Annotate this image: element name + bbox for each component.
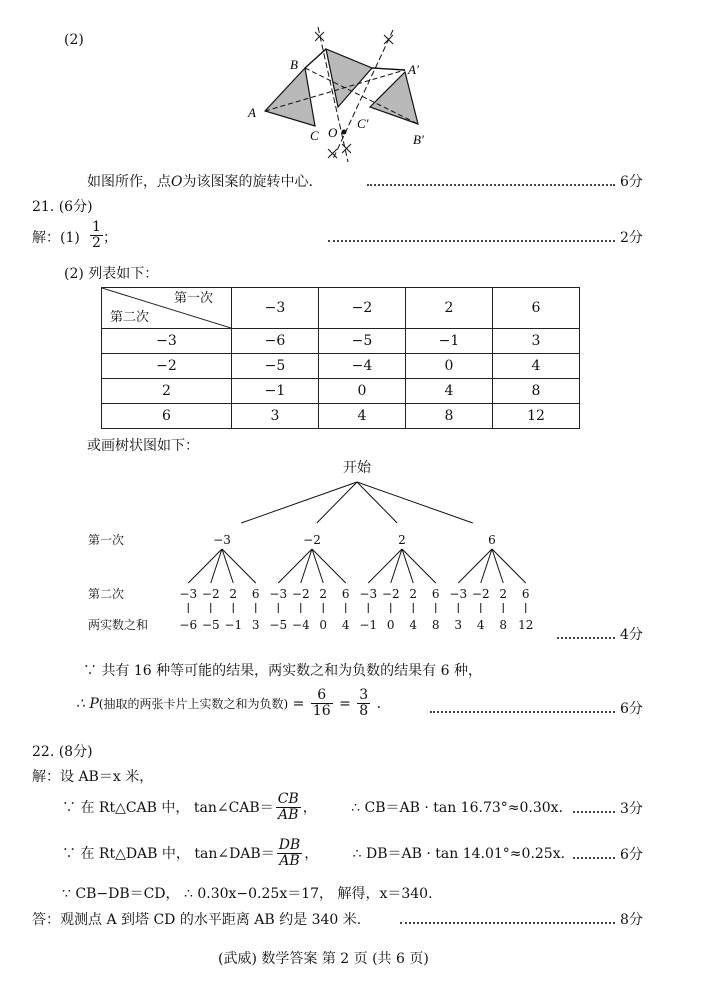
tree-intro: 或画树状图如下： [87,438,199,454]
equals: = [339,695,351,712]
sum-table [101,287,580,429]
fraction-6-16: $\frac{6}{16}$ [312,687,331,720]
probability-p: ∴ P [76,695,99,712]
tree-branch-first [317,482,357,523]
table-cell: −5 [232,354,319,379]
tree-second-node: 2 [409,587,418,601]
tree-sum-node: 4 [476,618,485,632]
score: 6分 [620,701,643,717]
corner-cell [102,288,232,329]
comma: ， [302,799,317,816]
equation-text: ∵ 在 Rt△CAB 中， tan∠CAB＝ [62,799,274,816]
equals: = [292,695,305,712]
final-answer: 答：观测点 A 到塔 CD 的水平距离 AB 约是 340 米. [32,912,362,928]
table-row [102,404,580,429]
tree-sum-node: 8 [499,618,508,632]
table-cell: −6 [232,329,319,354]
tree-sum-node: −5 [201,618,220,632]
tree-sum-label: 两实数之和 [88,618,149,632]
row-header: 6 [102,404,232,429]
table-cell: 12 [493,404,580,429]
label-b-prime: B' [413,132,424,147]
label-a: A [248,105,256,120]
table-cell: −1 [406,329,493,354]
tree-sum-node: −5 [269,618,288,632]
tree-branch-second [458,549,492,583]
part-label: (2) [64,32,84,48]
row-header: −2 [102,354,232,379]
fraction-one-half: $\frac{1}{2}$ [92,219,101,252]
score: 2分 [620,230,643,246]
table-cell: 3 [232,404,319,429]
table-cell: 0 [406,354,493,379]
equation-line-1 [62,792,563,824]
question-22-header: 22. (8分) [32,744,93,760]
table-cell: 8 [493,379,580,404]
tree-second-node: −2 [381,587,400,601]
tree-sum-node: 3 [454,618,463,632]
tree-second-node: 2 [319,587,328,601]
equation-result: ∴ DB＝AB · tan 14.01°≈0.25x. [352,845,566,862]
tree-second-node: −3 [269,587,288,601]
table-row [102,354,580,379]
tree-branch-second [402,549,436,583]
tree-branch-second [368,549,402,583]
tree-second-node: −2 [291,587,310,601]
rotation-note: 如图所作，点O为该图案的旋转中心. [87,174,313,190]
score-leader [573,811,615,813]
tree-second-node: 2 [499,587,508,601]
table-cell: 0 [319,379,406,404]
solve-line: 解：设 AB＝x 米， [32,769,154,785]
table-cell: 4 [406,379,493,404]
fraction-cb-ab: $\frac{CB}{AB}$ [277,791,299,824]
tree-second-node: −3 [179,587,198,601]
fraction-3-8: $\frac{3}{8}$ [359,687,369,720]
table-cell: 3 [493,329,580,354]
column-header: 2 [406,288,493,329]
tree-branch-second [312,549,346,583]
score: 4分 [620,627,643,643]
tree-second-node: 6 [341,587,350,601]
equation-text: ∵ 在 Rt△DAB 中， tan∠DAB＝ [62,845,275,862]
table-cell: −4 [319,354,406,379]
score-leader [367,184,615,186]
answer-prefix: 解：(1) [32,230,80,246]
tree-sum-node: 8 [431,618,440,632]
score: 3分 [620,801,643,817]
tree-sum-node: 3 [251,618,260,632]
tree-branch-first [357,482,473,523]
table-cell: 4 [319,404,406,429]
tree-second-node: 6 [431,587,440,601]
score-leader [328,240,615,242]
period: . [376,695,382,712]
label-o: O [328,125,338,140]
tree-sum-node: 0 [386,618,395,632]
score-leader [400,922,615,924]
corner-top-label: 第一次 [174,291,214,306]
probability-line [76,688,381,720]
corner-bottom-label: 第二次 [110,310,150,325]
tree-sum-node: −1 [359,618,378,632]
tree-first-node: −2 [303,533,321,547]
tree-branch-second [188,549,222,583]
score-leader [430,711,615,713]
tree-diagram [0,455,710,643]
tree-sum-node: −1 [224,618,243,632]
row-header: 2 [102,379,232,404]
tree-second-node: 2 [229,587,238,601]
tree-second-node: 6 [251,587,260,601]
row-header: −3 [102,329,232,354]
column-header: −2 [319,288,406,329]
equation-line-2 [62,838,565,870]
tree-sum-node: −6 [179,618,198,632]
equation-line-3: ∵ CB−DB＝CD， ∴ 0.30x−0.25x＝17， 解得，x＝340. [62,886,433,902]
rotation-figure [240,22,440,170]
table-row [102,288,580,329]
tree-branch-first [357,482,397,523]
tree-first-label: 第一次 [88,533,125,547]
label-b: B [290,57,298,72]
tree-branch-second [492,549,526,583]
tree-second-node: −2 [471,587,490,601]
label-a-prime: A' [408,62,419,77]
semicolon: ； [103,230,117,246]
because-line: ∵ 共有 16 种等可能的结果，两实数之和为负数的结果有 6 种， [83,663,482,679]
label-c-prime: C' [357,116,369,131]
label-c: C [310,128,319,143]
fraction-db-ab: $\frac{DB}{AB}$ [278,837,301,870]
tree-second-node: 6 [521,587,530,601]
equation-result: ∴ CB＝AB · tan 16.73°≈0.30x. [351,799,564,816]
question-21-header: 21. (6分) [32,199,93,215]
column-header: 6 [493,288,580,329]
score: 6分 [620,847,643,863]
tree-sum-node: −4 [291,618,310,632]
comma: ， [304,845,319,862]
score: 6分 [620,174,643,190]
table-cell: 4 [493,354,580,379]
tree-second-label: 第二次 [88,587,125,601]
score-leader [573,857,615,859]
tree-first-node: 2 [398,533,406,547]
score: 8分 [620,912,643,928]
table-cell: −1 [232,379,319,404]
tree-sum-node: 4 [409,618,418,632]
score-leader [557,637,615,639]
tree-first-node: 6 [488,533,496,547]
table-cell: −5 [319,329,406,354]
tree-sum-node: 4 [341,618,350,632]
tree-sum-node: 0 [319,618,328,632]
table-cell: 8 [406,404,493,429]
table-row [102,379,580,404]
tree-first-node: −3 [213,533,231,547]
tree-second-node: −2 [201,587,220,601]
tree-start: 开始 [343,460,371,476]
tree-sum-node: 12 [518,618,534,632]
list-title: (2) 列表如下： [64,266,159,282]
table-row [102,329,580,354]
tree-branch-second [278,549,312,583]
tree-second-node: −3 [359,587,378,601]
tree-branch-first [241,482,357,523]
column-header: −3 [232,288,319,329]
tree-branch-second [222,549,256,583]
probability-event: (抽取的两张卡片上实数之和为负数) [98,696,289,711]
page-footer: (武威) 数学答案 第 2 页 (共 6 页) [218,951,429,967]
tree-second-node: −3 [449,587,468,601]
